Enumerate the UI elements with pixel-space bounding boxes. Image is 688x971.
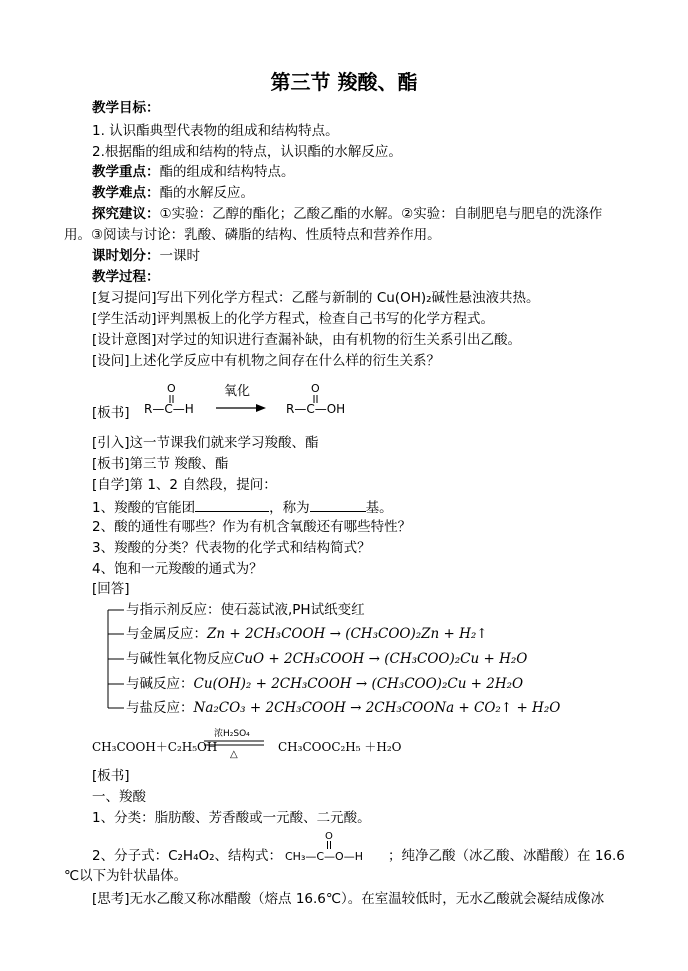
- oxidation-label: 氧化: [224, 384, 251, 399]
- objective-1: 1. 认识酯典型代表物的组成和结构特点。: [92, 123, 339, 139]
- section-carboxylic-acid: 一、羧酸: [92, 789, 146, 805]
- explore-line-2: 用。③阅读与讨论：乳酸、磷脂的结构、性质特点和营养作用。: [64, 227, 441, 243]
- catalyst-label: 浓H₂SO₄: [214, 729, 250, 739]
- blank-functional-group: [195, 497, 269, 512]
- explore-label: 探究建议：: [92, 206, 160, 222]
- difficulty-text: 酯的水解反应。: [159, 185, 254, 201]
- property-metal: 与金属反应：Zn + 2CH₃COOH → (CH₃COO)₂Zn + H₂↑: [126, 626, 488, 642]
- property-basic-oxide: 与碱性氧化物反应CuO + 2CH₃COOH → (CH₃COO)₂Cu + H₂O: [126, 651, 528, 667]
- blank-group-name: [310, 497, 366, 512]
- property-base: 与碱反应：Cu(OH)₂ + 2CH₃COOH → (CH₃COO)₂Cu + 2H₂O: [126, 676, 524, 692]
- review-line: [复习提问]写出下列化学方程式：乙醛与新制的 Cu(OH)₂碱性悬浊液共热。: [92, 290, 540, 306]
- think-line: [思考]无水乙酸又称冰醋酸（熔点 16.6℃）。在室温较低时，无水乙酸就会凝结成像冰: [92, 891, 605, 907]
- property-indicator: 与指示剂反应：使石蕊试液,PH试纸变红: [126, 602, 365, 618]
- selfstudy-line: [自学]第 1、2 自然段，提问：: [92, 477, 277, 493]
- page-title: 第三节 羧酸、酯: [270, 70, 418, 94]
- intro-line: [引入]这一节课我们就来学习羧酸、酯: [92, 435, 319, 451]
- key-label: 教学重点：: [92, 164, 160, 180]
- board-label-3: [板书]: [92, 768, 130, 784]
- formula-line: 2、分子式：C₂H₄O₂、结构式： ；纯净乙酸（冰乙酸、冰醋酸）在 16.6: [92, 848, 625, 864]
- question-line: [设问]上述化学反应中有机物之间存在什么样的衍生关系？: [92, 353, 441, 369]
- hours-line: [92, 247, 200, 265]
- aldehyde-oxidation-scheme: [140, 380, 370, 424]
- design-line: [设计意图]对学过的知识进行查漏补缺，由有机物的衍生关系引出乙酸。: [92, 332, 522, 348]
- structure-formula: CH₃—C—O—H: [285, 850, 363, 863]
- question-3: 3、羧酸的分类？代表物的化学式和结构简式？: [92, 540, 371, 556]
- acid-oxygen: O: [311, 382, 320, 395]
- student-line: [学生活动]评判黑板上的化学方程式，检查自己书写的化学方程式。: [92, 311, 495, 327]
- question-4: 4、饱和一元羧酸的通式为？: [92, 561, 263, 577]
- acid-formula: R—C—OH: [286, 402, 346, 416]
- key-text: 酯的组成和结构特点。: [159, 164, 295, 180]
- hours-label: 课时划分：: [92, 248, 160, 264]
- board-label-1: [板书]: [92, 405, 130, 421]
- question-1: 1、羧酸的官能团 ，称为 基。: [92, 497, 393, 517]
- difficulty-line: [92, 184, 254, 202]
- objectives-label: 教学目标：: [92, 100, 160, 116]
- aldehyde-oxygen: O: [167, 382, 176, 395]
- difficulty-label: 教学难点：: [92, 185, 160, 201]
- acetic-acid-structure: [283, 828, 393, 868]
- property-salt: 与盐反应：Na₂CO₃ + 2CH₃COOH → 2CH₃COONa + CO₂↑ + H₂O: [126, 700, 561, 716]
- answer-label: [回答]: [92, 581, 130, 597]
- structure-oxygen: O: [325, 831, 333, 842]
- formula-line-cont: ℃以下为针状晶体。: [64, 868, 188, 884]
- board-line-2: [板书]第三节 羧酸、酯: [92, 456, 229, 472]
- heat-symbol: △: [230, 749, 238, 760]
- ester-eq-left: CH₃COOH＋C₂H₅OH: [92, 740, 218, 754]
- ester-eq-arrow: [202, 726, 268, 762]
- objective-2: 2.根据酯的组成和结构的特点，认识酯的水解反应。: [92, 144, 402, 160]
- ester-eq-right: CH₃COOC₂H₅ ＋H₂O: [278, 740, 402, 754]
- hours-text: 一课时: [159, 248, 200, 264]
- question-2: 2、酸的通性有哪些？作为有机含氧酸还有哪些特性？: [92, 519, 412, 535]
- key-point-line: [92, 163, 295, 181]
- process-label: 教学过程：: [92, 269, 160, 285]
- explore-line-1: [92, 205, 602, 223]
- explore-text-1: ①实验：乙醇的酯化；乙酸乙酯的水解。②实验：自制肥皂与肥皂的洗涤作: [159, 206, 603, 222]
- classify-line: 1、分类：脂肪酸、芳香酸或一元酸、二元酸。: [92, 810, 371, 826]
- aldehyde-formula: R—C—H: [144, 402, 194, 416]
